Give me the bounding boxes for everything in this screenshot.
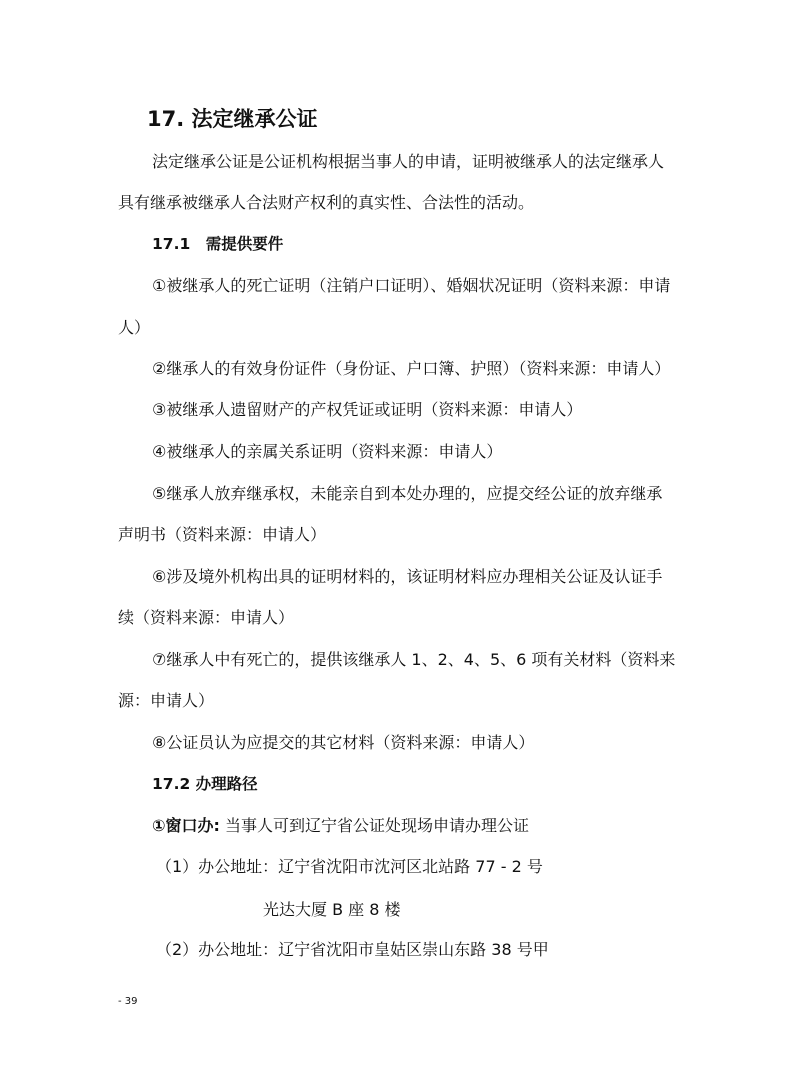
requirement-item-3: ③被继承人遗留财产的产权凭证或证明（资料来源：申请人） bbox=[152, 400, 583, 419]
office-address-2: （2）办公地址：辽宁省沈阳市皇姑区崇山东路 38 号甲 bbox=[156, 940, 549, 959]
window-service-text: 当事人可到辽宁省公证处现场申请办理公证 bbox=[219, 816, 530, 835]
window-service-label: ①窗口办: bbox=[152, 816, 220, 835]
subsection-heading-requirements: 17.1 需提供要件 bbox=[152, 235, 284, 253]
requirement-item-4: ④被继承人的亲属关系证明（资料来源：申请人） bbox=[152, 442, 503, 461]
requirement-item-2: ②继承人的有效身份证件（身份证、户口簿、护照）（资料来源：申请人） bbox=[152, 359, 671, 378]
office-address-1: （1）办公地址：辽宁省沈阳市沈河区北站路 77 - 2 号 bbox=[156, 857, 543, 876]
intro-paragraph-line-1: 法定继承公证是公证机构根据当事人的申请，证明被继承人的法定继承人 bbox=[152, 152, 665, 171]
page-number: - 39 bbox=[118, 996, 138, 1007]
requirement-item-7-line-1: ⑦继承人中有死亡的，提供该继承人 1、2、4、5、6 项有关材料（资料来 bbox=[152, 650, 676, 669]
requirement-item-5-line-1: ⑤继承人放弃继承权，未能亲自到本处办理的，应提交经公证的放弃继承 bbox=[152, 484, 663, 503]
requirement-item-1-line-1: ①被继承人的死亡证明（注销户口证明）、婚姻状况证明（资料来源：申请 bbox=[152, 276, 671, 295]
office-address-1-continued: 光达大厦 B 座 8 楼 bbox=[263, 900, 401, 919]
requirement-item-5-line-2: 声明书（资料来源：申请人） bbox=[118, 525, 327, 544]
requirement-item-1-line-2: 人） bbox=[118, 318, 151, 337]
section-title: 17. 法定继承公证 bbox=[147, 107, 318, 131]
requirement-item-7-line-2: 源：申请人） bbox=[118, 691, 215, 710]
window-service-line bbox=[152, 816, 529, 836]
requirement-item-8: ⑧公证员认为应提交的其它材料（资料来源：申请人） bbox=[152, 733, 535, 752]
intro-paragraph-line-2: 具有继承被继承人合法财产权利的真实性、合法性的活动。 bbox=[118, 193, 535, 212]
requirement-item-6-line-1: ⑥涉及境外机构出具的证明材料的，该证明材料应办理相关公证及认证手 bbox=[152, 567, 663, 586]
subsection-heading-process: 17.2 办理路径 bbox=[152, 775, 258, 793]
requirement-item-6-line-2: 续（资料来源：申请人） bbox=[118, 608, 295, 627]
